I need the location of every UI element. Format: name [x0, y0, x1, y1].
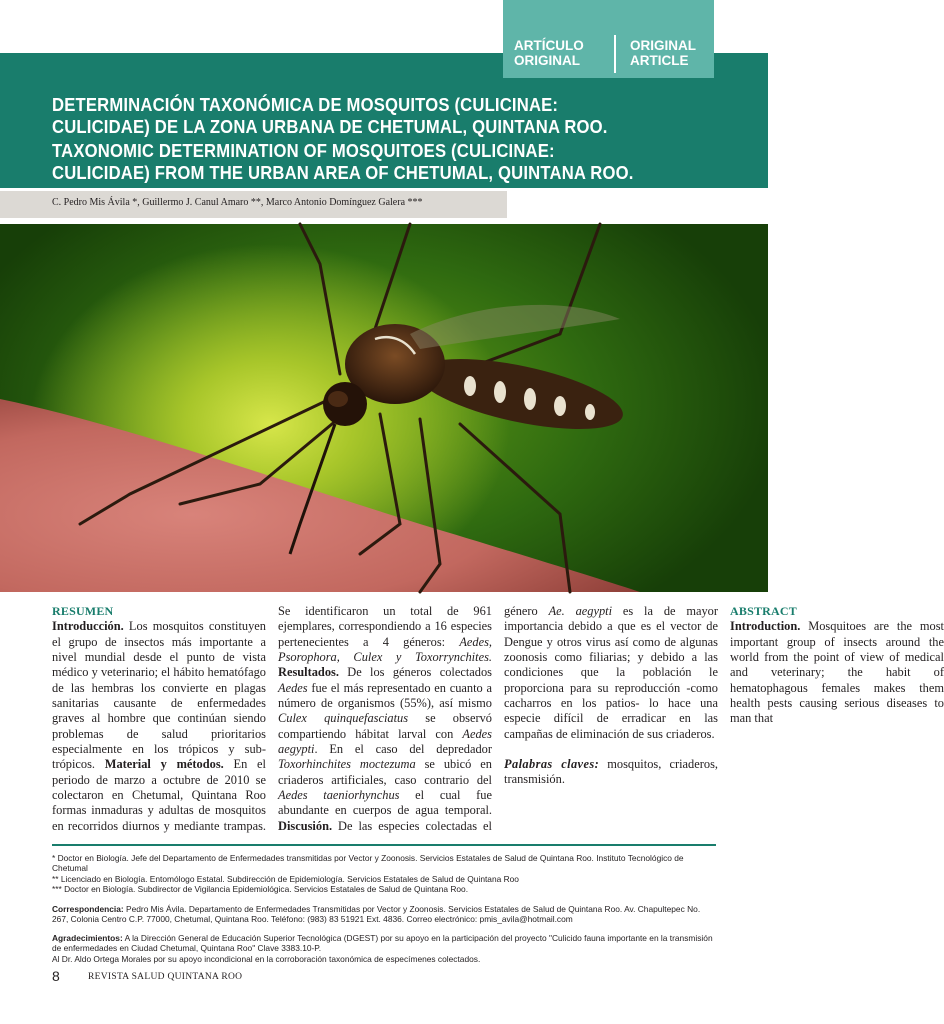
title-english: TAXONOMIC DETERMINATION OF MOSQUITOES (CULICINAE: CULICIDAE) FROM THE URBAN AREA OF CHETUMAL, QUINTANA ROO. [52, 140, 634, 183]
abstract-heading: ABSTRACT [730, 604, 797, 618]
abstract-paragraph: Introduction. Mosquitoes are the most important group of insects around the world from the point of view of medical and veterinary; the habit of hematophagous females makes them health pests causing serious diseases to man that [730, 619, 944, 726]
mosquito-photo [0, 224, 768, 592]
footnote-rule [52, 844, 716, 846]
journal-name: REVISTA SALUD QUINTANA ROO [88, 972, 243, 982]
abstract-column-1 [52, 604, 944, 836]
authors: C. Pedro Mis Ávila *, Guillermo J. Canul Amaro **, Marco Antonio Domínguez Galera *** [52, 197, 423, 208]
resumen-heading: RESUMEN [52, 604, 114, 618]
author-footnotes: * Doctor en Biología. Jefe del Departamento de Enfermedades transmitidas por Vector y Zoonosis. Servicios Estatales de Salud de Quintana Roo. Instituto Tecnológico de Chetumal ** Licenciado en Biología. Entomólogo Estatal. Subdirección de Epidemiología. Servicios Estatales de Salud de Quintana Roo *** Doctor en Biología. Subdirector de Vigilancia Epidemiológica. Servicios Estatales de Salud de Quintana Roo. [52, 853, 684, 894]
tag-divider [614, 35, 616, 73]
title-spanish: DETERMINACIÓN TAXONÓMICA DE MOSQUITOS (CULICINAE: CULICIDAE) DE LA ZONA URBANA DE CHETUMAL, QUINTANA ROO. [52, 94, 608, 137]
article-type-es: ARTÍCULO ORIGINAL [514, 38, 584, 68]
acknowledgements: Agradecimientos: A la Dirección General de Educación Superior Tecnológica (DGEST) por su apoyo en la participación del proyecto "Culicido fauna importante en la transmisión de enfermedades en Ciudad Chetumal, Quintana Roo" Clave 3383.10-P. Al Dr. Aldo Ortega Morales por su apoyo incondicional en la corroboración taxonómica de especímenes colectados. [52, 933, 713, 964]
page-number: 8 [52, 968, 60, 984]
correspondence: Correspondencia: Pedro Mis Ávila. Departamento de Enfermedades Transmitidas por Vector y Zoonosis. Servicios Estatales de Salud de Quintana Roo. Av. Chapultepec No. 267, Colonia Centro C.P. 77000, Chetumal, Quintana Roo. Teléfono: (983) 83 51921 Ext. 4836. Correo electrónico: pmis_avila@hotmail.com [52, 904, 701, 925]
article-type-en: ORIGINAL ARTICLE [630, 38, 696, 68]
keywords: Palabras claves: mosquitos, criaderos, transmisión. [504, 757, 718, 787]
resumen-paragraph: Introducción. Los mosquitos constituyen el grupo de insectos más importante a nivel mundial desde el punto de vista médico y veterinario; el hábito hematófago de las hembras los convierte en plagas sanitarias causante de enfermedades graves al hombre que continúan siendo problemas de salud prioritarios especialmente en los trópicos y sub-trópicos. Material y métodos. En el periodo de marzo a octubre de 2010 se colectaron en Chetumal, Quintana Roo formas inmaduras y adultas de mosquitos en recorridos diurnos y mediante trampas. Se identificaron un total de 961 ejemplares, correspondiendo a 16 especies pertenecientes a 4 géneros: Aedes, Psorophora, Culex y Toxorrynchites. Resultados. De los géneros colectados Aedes fue el más representado en cuanto a número de organismos (55%), así mismo Culex quinquefasciatus se observó compartiendo hábitat larval con Aedes aegypti. En el caso del depredador Toxorhinchites moctezuma se ubicó en criaderos artificiales, caso contrario del Aedes taeniorhynchus el cual fue abundante en cuerpos de agua temporal. Discusión. De las especies colectadas el género Ae. aegypti es la de mayor importancia debido a que es el vector de Dengue y otros virus así como de algunas zoonosis como filiarias; y debido a las condiciones que la población le proporciona para su reproducción -como cacharros en los patios- lo hace una especie difícil de erradicar en las campañas de eliminación de sus criaderos. [52, 604, 719, 833]
